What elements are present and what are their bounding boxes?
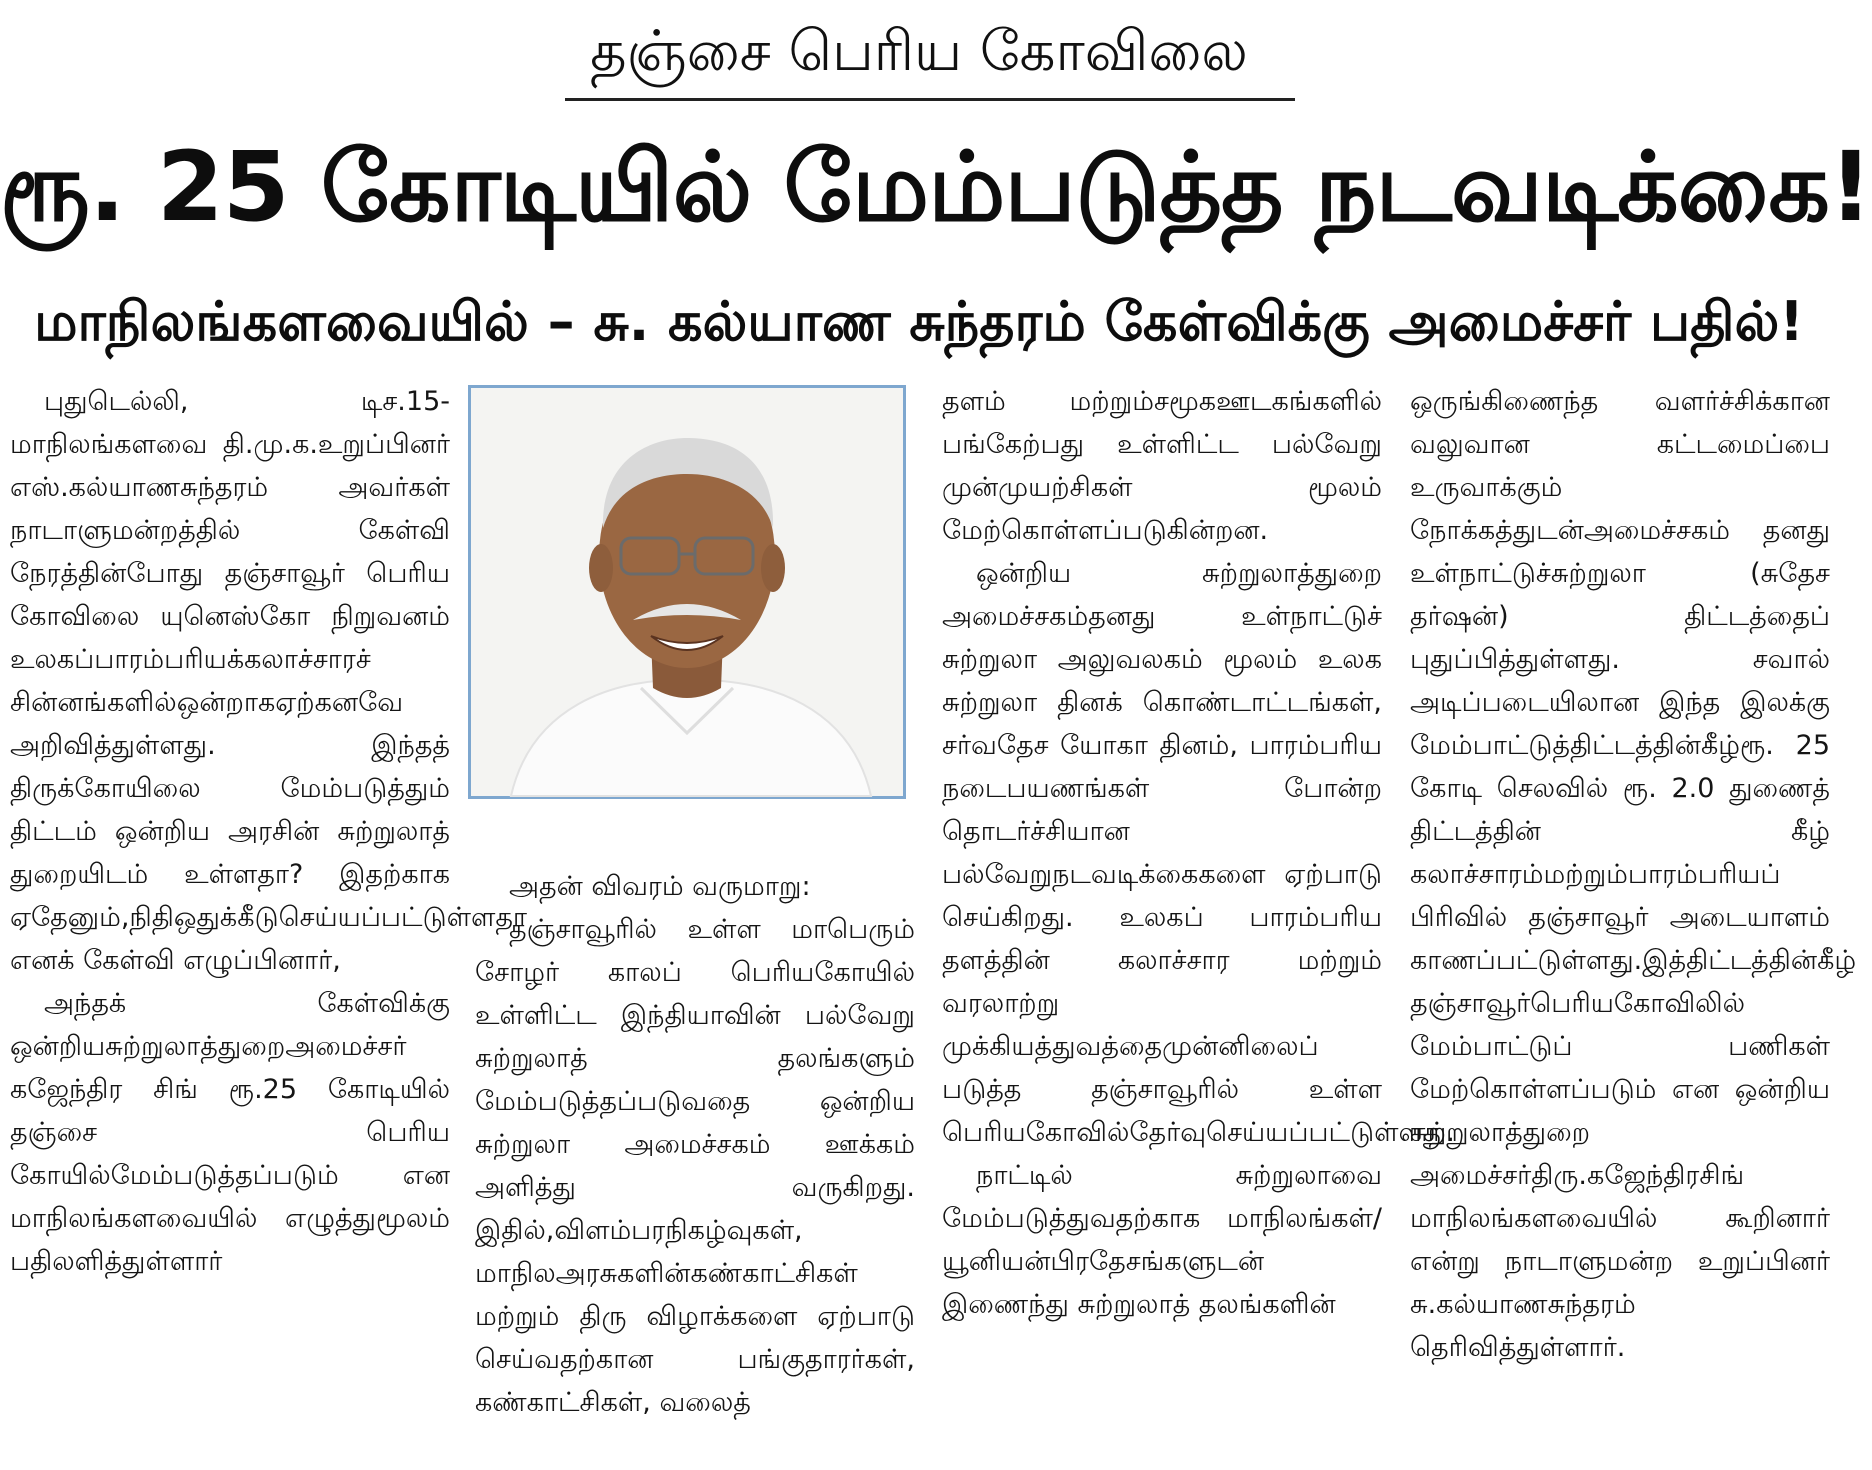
article-kicker: தஞ்சை பெரிய கோவிலை xyxy=(590,19,1248,84)
column-2-paragraph-2: தஞ்சாவூரில் உள்ள மாபெரும் சோழர் காலப் பெரியகோயில் உள்ளிட்ட இந்தியாவின் பல்வேறு சுற்றுலாத் தலங்களும் மேம்படுத்தப்படுவதை ஒன்றிய சுற்றுலா அமைச்சகம் ஊக்கம் அளித்து வருகிறது. இதில்,விளம்பரநிகழ்வுகள், மாநிலஅரசுகளின்கண்காட்சிகள் மற்றும் திரு விழாக்களை ஏற்பாடு செய்வதற்கான பங்குதாரர்கள், கண்காட்சிகள், வலைத் xyxy=(475,914,915,1418)
article-column-4 xyxy=(1410,380,1857,1465)
photo-frame xyxy=(468,385,906,799)
column-3-paragraph-1: தளம் மற்றும்சமூகஊடகங்களில் பங்கேற்பது உள்ளிட்ட பல்வேறு முன்முயற்சிகள் மூலம் மேற்கொள்ளப்படுகின்றன. xyxy=(942,386,1382,546)
article-headline: ரூ. 25 கோடியில் மேம்படுத்த நடவடிக்கை! xyxy=(0,131,1872,243)
kicker-underline xyxy=(565,98,1295,101)
column-3-paragraph-3: நாட்டில் சுற்றுலாவை மேம்படுத்துவதற்காக மாநிலங்கள்/யூனியன்பிரதேசங்களுடன் இணைந்து சுற்றுலாத் தலங்களின் xyxy=(942,1160,1382,1320)
article-subheadline: மாநிலங்களவையில் – சு. கல்யாண சுந்தரம் கேள்விக்கு அமைச்சர் பதில்! xyxy=(34,290,1804,353)
article-column-2 xyxy=(475,865,915,1465)
article-column-3 xyxy=(942,380,1455,1465)
column-4-paragraph-1: ஒருங்கிணைந்த வளர்ச்சிக்கான வலுவான கட்டமைப்பை உருவாக்கும் நோக்கத்துடன்அமைச்சகம் தனது உள்நாட்டுச்சுற்றுலா (சுதேச தர்ஷன்) திட்டத்தைப் புதுப்பித்துள்ளது. சவால் அடிப்படையிலான இந்த இலக்கு மேம்பாட்டுத்திட்டத்தின்கீழ்ரூ. 25 கோடி செலவில் ரூ. 2.0 துணைத் திட்டத்தின் கீழ் கலாச்சாரம்மற்றும்பாரம்பரியப் பிரிவில் தஞ்சாவூர் அடையாளம் காணப்பட்டுள்ளது.இத்திட்டத்தின்கீழ் தஞ்சாவூர்பெரியகோவிலில் மேம்பாட்டுப் பணிகள் மேற்கொள்ளப்படும் என ஒன்றிய சுற்றுலாத்துறை அமைச்சர்திரு.கஜேந்திரசிங் மாநிலங்களவையில் கூறினார் என்று நாடாளுமன்ற உறுப்பினர் சு.கல்யாணசுந்தரம் தெரிவித்துள்ளார். xyxy=(1410,386,1857,1363)
column-2-paragraph-1: அதன் விவரம் வருமாறு: xyxy=(509,871,811,902)
article-column-1 xyxy=(10,380,528,1465)
column-3-paragraph-2: ஒன்றிய சுற்றுலாத்துறை அமைச்சகம்தனது உள்நாட்டுச் சுற்றுலா அலுவலகம் மூலம் உலக சுற்றுலா தினக் கொண்டாட்டங்கள், சர்வதேச யோகா தினம், பாரம்பரிய நடைபயணங்கள் போன்ற தொடர்ச்சியான பல்வேறுநடவடிக்கைகளை ஏற்பாடு செய்கிறது. உலகப் பாரம்பரிய தளத்தின் கலாச்சார மற்றும் வரலாற்று முக்கியத்துவத்தைமுன்னிலைப் படுத்த தஞ்சாவூரில் உள்ள பெரியகோவில்தேர்வுசெய்யப்பட்டுள்ளது. xyxy=(942,558,1455,1148)
column-1-paragraph-1: புதுடெல்லி, டிச.15- மாநிலங்களவை தி.மு.க.உறுப்பினர் எஸ்.கல்யாணசுந்தரம் அவர்கள் நாடாளுமன்றத்தில் கேள்வி நேரத்தின்போது தஞ்சாவூர் பெரிய கோவிலை யுனெஸ்கோ நிறுவனம் உலகப்பாரம்பரியக்கலாச்சாரச் சின்னங்களில்ஒன்றாகஏற்கனவே அறிவித்துள்ளது. இந்தத் திருக்கோயிலை மேம்படுத்தும் திட்டம் ஒன்றிய அரசின் சுற்றுலாத் துறையிடம் உள்ளதா? இதற்காக ஏதேனும்,நிதிஒதுக்கீடுசெய்யப்பட்டுள்ளதா எனக் கேள்வி எழுப்பினார், xyxy=(10,386,528,976)
portrait-photo xyxy=(471,388,903,796)
column-1-paragraph-2: அந்தக் கேள்விக்கு ஒன்றியசுற்றுலாத்துறைஅமைச்சர் கஜேந்திர சிங் ரூ.25 கோடியில் தஞ்சை பெரிய கோயில்மேம்படுத்தப்படும் என மாநிலங்களவையில் எழுத்துமூலம் பதிலளித்துள்ளார் xyxy=(10,988,450,1277)
